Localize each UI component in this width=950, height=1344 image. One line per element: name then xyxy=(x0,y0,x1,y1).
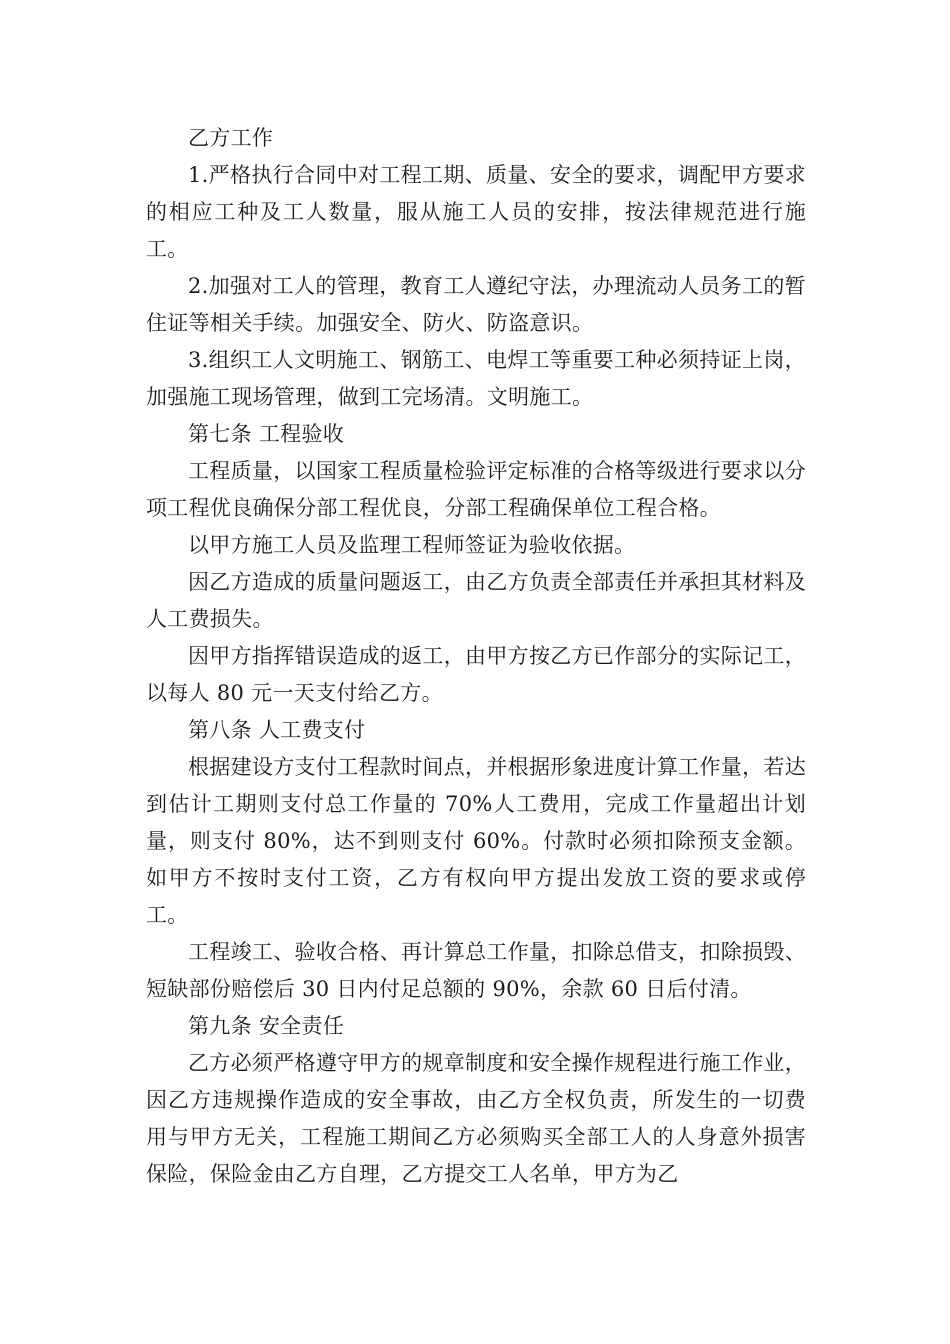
article-9-heading: 第九条 安全责任 xyxy=(188,1014,345,1038)
article-7-paragraph-4: 因甲方指挥错误造成的返工，由甲方按乙方已作部分的实际记工，以每人 80 元一天支付给乙方。 xyxy=(146,644,806,705)
article-9-paragraph-1: 乙方必须严格遵守甲方的规章制度和安全操作规程进行施工作业，因乙方违规操作造成的安全事故，由乙方全权负责，所发生的一切费用与甲方无关，工程施工期间乙方必须购买全部工人的人身意外损害保险，保险金由乙方自理，乙方提交工人名单，甲方为乙 xyxy=(146,1051,806,1186)
document-body xyxy=(146,120,806,1193)
article-7-paragraph-1: 工程质量，以国家工程质量检验评定标准的合格等级进行要求以分项工程优良确保分部工程优良，分部工程确保单位工程合格。 xyxy=(146,459,806,520)
article-7-paragraph-3: 因乙方造成的质量问题返工，由乙方负责全部责任并承担其材料及人工费损失。 xyxy=(146,570,806,631)
clause-paragraph-1: 1.严格执行合同中对工程工期、质量、安全的要求，调配甲方要求的相应工种及工人数量，服从施工人员的安排，按法律规范进行施工。 xyxy=(146,163,806,261)
article-7-paragraph-2: 以甲方施工人员及监理工程师签证为验收依据。 xyxy=(188,533,636,557)
clause-paragraph-2: 2.加强对工人的管理，教育工人遵纪守法，办理流动人员务工的暂住证等相关手续。加强安全、防火、防盗意识。 xyxy=(146,274,806,335)
clause-paragraph-3: 3.组织工人文明施工、钢筋工、电焊工等重要工种必须持证上岗，加强施工现场管理，做到工完场清。文明施工。 xyxy=(146,348,806,409)
article-8-paragraph-1: 根据建设方支付工程款时间点，并根据形象进度计算工作量，若达到估计工期则支付总工作量的 70%人工费用，完成工作量超出计划量，则支付 80%，达不到则支付 60%。付款时必须扣除预支金额。如甲方不按时支付工资，乙方有权向甲方提出发放工资的要求或停工。 xyxy=(146,755,806,927)
article-8-heading: 第八条 人工费支付 xyxy=(188,718,366,742)
article-7-heading: 第七条 工程验收 xyxy=(188,422,345,446)
section-heading-party-b-work: 乙方工作 xyxy=(188,126,274,150)
article-8-paragraph-2: 工程竣工、验收合格、再计算总工作量，扣除总借支，扣除损毁、短缺部份赔偿后 30 日内付足总额的 90%，余款 60 日后付清。 xyxy=(146,940,806,1001)
